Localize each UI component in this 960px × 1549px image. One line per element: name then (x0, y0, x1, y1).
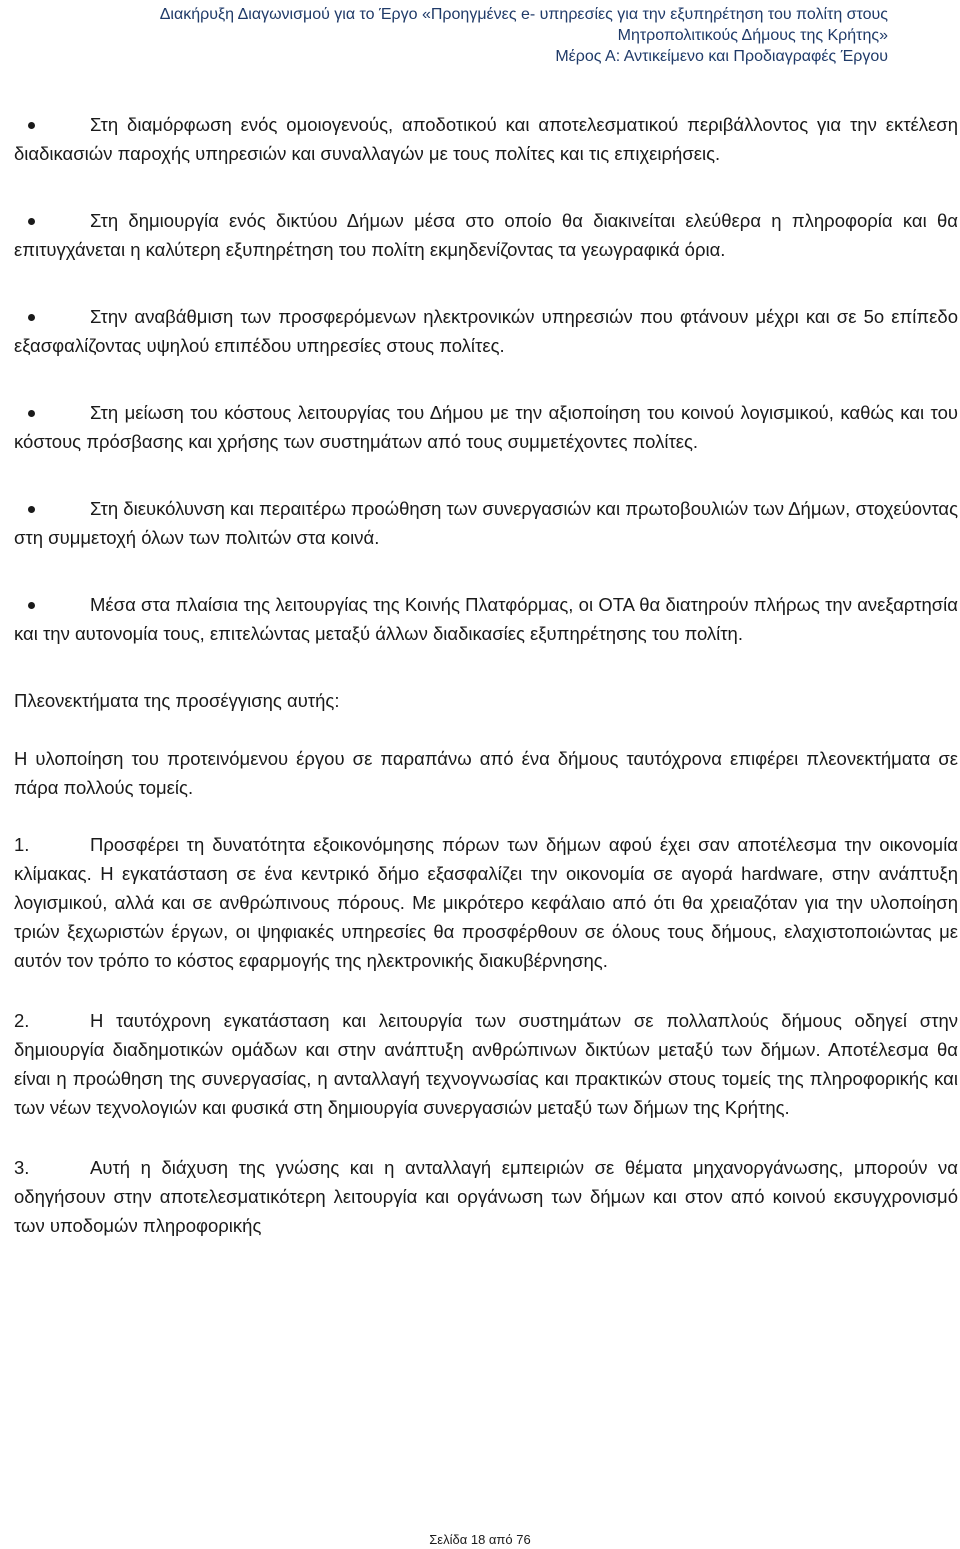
document-body (14, 110, 958, 1271)
advantages-heading: Πλεονεκτήματα της προσέγγισης αυτής: (14, 690, 340, 711)
item-number: 3. (14, 1157, 30, 1178)
numbered-item (14, 1153, 958, 1240)
bullet-item: Στην αναβάθμιση των προσφερόμενων ηλεκτρονικών υπηρεσιών που φτάνουν μέχρι και σε 5ο επίπεδο εξασφαλίζοντας υψηλού επιπέδου υπηρεσίες στους πολίτες. (14, 302, 958, 360)
item-number: 1. (14, 834, 30, 855)
bullet-list (14, 110, 958, 648)
bullet-item: Στη διαμόρφωση ενός ομοιογενούς, αποδοτικού και αποτελεσματικού περιβάλλοντος για την εκτέλεση διαδικασιών παροχής υπηρεσιών και συναλλαγών με τους πολίτες και τις επιχειρήσεις. (14, 110, 958, 168)
item-text: Αυτή η διάχυση της γνώσης και η ανταλλαγή εμπειριών σε θέματα μηχανοργάνωσης, μπορούν να οδηγήσουν στην αποτελεσματικότερη λειτουργία και οργάνωση των δήμων και στον από κοινού εκσυγχρονισμό των υποδομών πληροφορικής (14, 1157, 958, 1236)
numbered-list (14, 830, 958, 1240)
header-title-line-1: Διακήρυξη Διαγωνισμού για το Έργο «Προηγμένες e- υπηρεσίες για την εξυπηρέτηση του πολίτη στους (159, 6, 888, 23)
numbered-item (14, 1006, 958, 1122)
bullet-item: Στη δημιουργία ενός δικτύου Δήμων μέσα στο οποίο θα διακινείται ελεύθερα η πληροφορία και θα επιτυγχάνεται η καλύτερη εξυπηρέτηση του πολίτη εκμηδενίζοντας τα γεωγραφικά όρια. (14, 206, 958, 264)
header-section-line: Μέρος Α: Αντικείμενο και Προδιαγραφές Έργου (555, 48, 888, 65)
header-title-line-2: Μητροπολιτικούς Δήμους της Κρήτης» (617, 27, 888, 44)
item-number: 2. (14, 1010, 30, 1031)
item-text: Η ταυτόχρονη εγκατάσταση και λειτουργία των συστημάτων σε πολλαπλούς δήμους οδηγεί στην δημιουργία διαδημοτικών ομάδων και στην ανάπτυξη ανθρώπινων δικτύων μεταξύ των δήμων. Αποτέλεσμα θα είναι η προώθηση της συνεργασίας, η ανταλλαγή τεχνογνωσίας και πρακτικών στους τομείς της πληροφορικής και των νέων τεχνολογιών και φυσικά στη δημιουργία συνεργασιών μεταξύ των δήμων της Κρήτης. (14, 1010, 958, 1118)
bullet-item: Στη διευκόλυνση και περαιτέρω προώθηση των συνεργασιών και πρωτοβουλιών των Δήμων, στοχεύοντας στη συμμετοχή όλων των πολιτών στα κοινά. (14, 494, 958, 552)
page-header (28, 4, 888, 67)
page-number-footer: Σελίδα 18 από 76 (429, 1532, 531, 1547)
bullet-item: Στη μείωση του κόστους λειτουργίας του Δήμου με την αξιοποίηση του κοινού λογισμικού, καθώς και του κόστους πρόσβασης και χρήσης των συστημάτων από τους συμμετέχοντες πολίτες. (14, 398, 958, 456)
numbered-item (14, 830, 958, 975)
item-text: Προσφέρει τη δυνατότητα εξοικονόμησης πόρων των δήμων αφού έχει σαν αποτέλεσμα την οικονομία κλίμακας. Η εγκατάσταση σε ένα κεντρικό δήμο εξασφαλίζει την οικονομία σε αγορά hardware, στην ανάπτυξη λογισμικού, αλλά και σε ανθρώπινους πόρους. Με μικρότερο κεφάλαιο από ότι θα χρειαζόταν για την υλοποίηση τριών ξεχωριστών έργων, οι ψηφιακές υπηρεσίες θα προσφέρθουν σε όλους τους δήμους, ελαχιστοποιώντας με αυτόν τον τρόπο το κόστος εφαρμογής της ηλεκτρονικής διακυβέρνησης. (14, 834, 958, 971)
advantages-intro: Η υλοποίηση του προτεινόμενου έργου σε παραπάνω από ένα δήμους ταυτόχρονα επιφέρει πλεονεκτήματα σε πάρα πολλούς τομείς. (14, 748, 958, 798)
bullet-item: Μέσα στα πλαίσια της λειτουργίας της Κοινής Πλατφόρμας, οι ΟΤΑ θα διατηρούν πλήρως την ανεξαρτησία και την αυτονομία τους, επιτελώντας μεταξύ άλλων διαδικασίες εξυπηρέτησης του πολίτη. (14, 590, 958, 648)
